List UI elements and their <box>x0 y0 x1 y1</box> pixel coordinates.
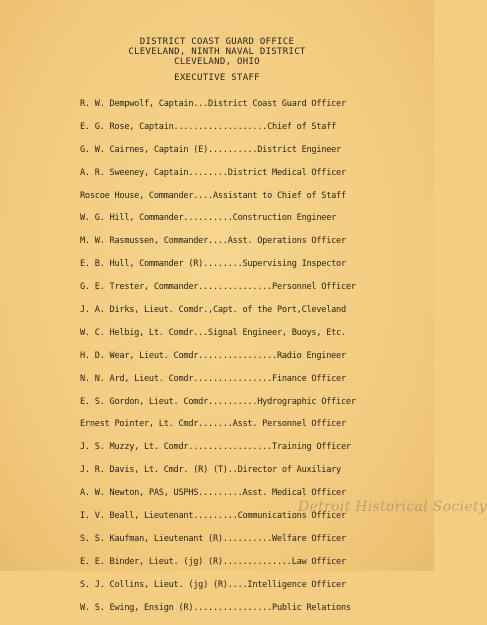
staff-entry: I. V. Beall, Lieutenant.........Communications Officer <box>80 511 346 522</box>
staff-entry: W. S. Ewing, Ensign (R)................Public Relations <box>80 602 351 613</box>
staff-entry: Ernest Pointer, Lt. Cmdr.......Asst. Personnel Officer <box>80 419 346 430</box>
staff-entry: E. E. Binder, Lieut. (jg) (R)..............Law Officer <box>80 556 346 567</box>
staff-entry: W. G. Hill, Commander..........Construction Engineer <box>80 213 337 224</box>
staff-entry: N. N. Ard, Lieut. Comdr................Finance Officer <box>80 373 346 384</box>
staff-entry: R. W. Dempwolf, Captain...District Coast Guard Officer <box>80 99 346 109</box>
staff-entry: S. J. Collins, Lieut. (jg) (R)....Intelligence Officer <box>80 579 346 590</box>
district-title: CLEVELAND, NINTH NAVAL DISTRICT <box>128 47 306 57</box>
staff-entry: A. R. Sweeney, Captain........District Medical Officer <box>80 167 346 178</box>
staff-entry: G. E. Trester, Commander...............Personnel Officer <box>80 282 356 293</box>
staff-list <box>80 99 378 625</box>
staff-entry: W. C. Helbig, Lt. Comdr...Signal Engineer, Buoys, Etc. <box>80 327 346 338</box>
staff-entry: J. A. Dirks, Lieut. Comdr.,Capt. of the Port,Cleveland <box>80 305 346 316</box>
office-title: DISTRICT COAST GUARD OFFICE <box>139 37 295 47</box>
staff-entry: S. S. Kaufman, Lieutenant (R)..........Welfare Officer <box>80 533 346 544</box>
staff-entry: E. S. Gordon, Lieut. Comdr..........Hydrographic Officer <box>80 396 356 407</box>
section-title: EXECUTIVE STAFF <box>174 73 260 83</box>
staff-entry: J. R. Davis, Lt. Cmdr. (R) (T)..Director of Auxiliary <box>80 465 341 476</box>
staff-entry: Roscoe House, Commander....Assistant to Chief of Staff <box>80 190 346 201</box>
city-title: CLEVELAND, OHIO <box>174 57 260 67</box>
staff-entry: A. W. Newton, PAS, USPHS.........Asst. Medical Officer <box>80 488 346 499</box>
staff-entry: E. G. Rose, Captain...................Chief of Staff <box>80 121 337 132</box>
staff-entry: E. B. Hull, Commander (R)........Supervising Inspector <box>80 259 346 270</box>
watermark: Detroit Historical Society <box>298 499 487 515</box>
staff-entry: M. W. Rasmussen, Commander....Asst. Operations Officer <box>80 236 346 247</box>
staff-entry: J. S. Muzzy, Lt. Comdr.................Training Officer <box>80 442 351 453</box>
staff-entry: H. D. Wear, Lieut. Comdr................Radio Engineer <box>80 350 346 361</box>
staff-entry: G. W. Cairnes, Captain (E)..........District Engineer <box>80 144 341 155</box>
